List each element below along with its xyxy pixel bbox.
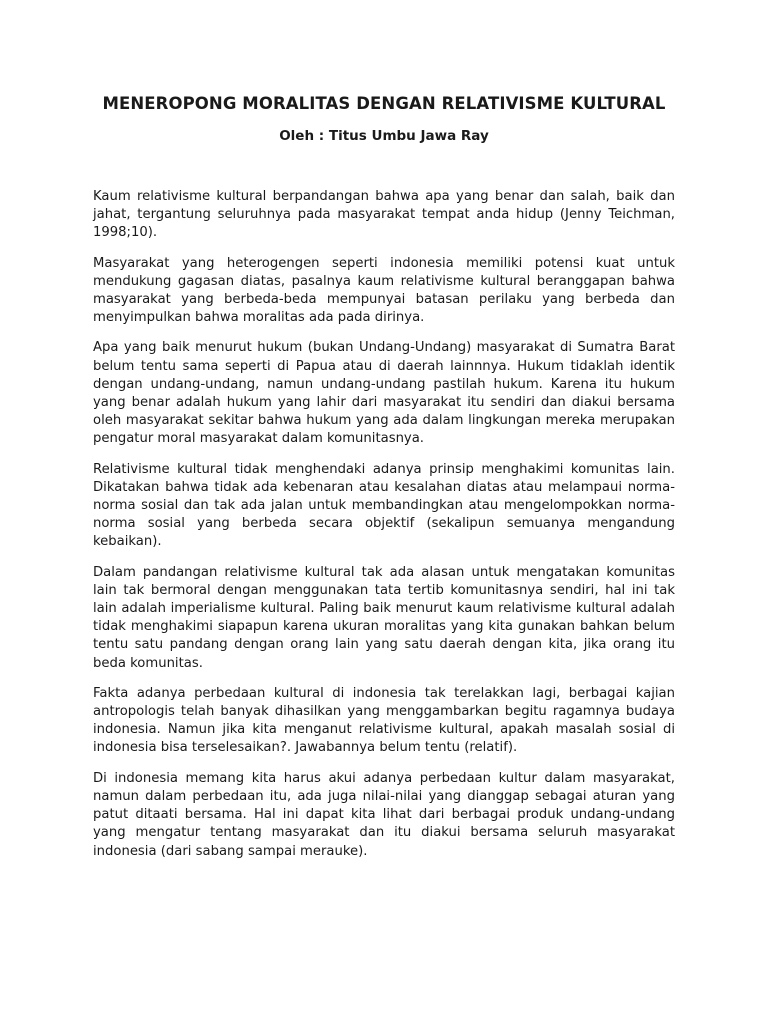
- paragraph-4: Relativisme kultural tidak menghendaki adanya prinsip menghakimi komunitas lain. Dikatakan bahwa tidak ada kebenaran atau kesalahan diatas atau melampaui norma-norma sosial dan tak ada jalan untuk membandingkan atau mengelompokkan norma-norma sosial yang berbeda secara objektif (sekalipun semuanya mengandung kebaikan).: [93, 461, 675, 550]
- document-title: MENEROPONG MORALITAS DENGAN RELATIVISME KULTURAL: [102, 94, 666, 113]
- paragraph-7: Di indonesia memang kita harus akui adanya perbedaan kultur dalam masyarakat, namun dalam perbedaan itu, ada juga nilai-nilai yang dianggap sebagai aturan yang patut ditaati bersama. Hal ini dapat kita lihat dari berbagai produk undang-undang yang mengatur tentang masyarakat dan itu diakui bersama seluruh masyarakat indonesia (dari sabang sampai merauke).: [93, 770, 675, 859]
- paragraph-6: Fakta adanya perbedaan kultural di indonesia tak terelakkan lagi, berbagai kajian antropologis telah banyak dihasilkan yang menggambarkan begitu ragamnya budaya indonesia. Namun jika kita menganut relativisme kultural, apakah masalah sosial di indonesia bisa terselesaikan?. Jawabannya belum tentu (relatif).: [93, 685, 675, 756]
- document-body: [93, 188, 675, 861]
- paragraph-1: Kaum relativisme kultural berpandangan bahwa apa yang benar dan salah, baik dan jahat, tergantung seluruhnya pada masyarakat tempat anda hidup (Jenny Teichman, 1998;10).: [93, 189, 675, 241]
- document-page: [93, 92, 675, 873]
- paragraph-2: Masyarakat yang heterogengen seperti indonesia memiliki potensi kuat untuk mendukung gagasan diatas, pasalnya kaum relativisme kultural beranggapan bahwa masyarakat yang berbeda-beda mempunyai batasan perilaku yang berbeda dan menyimpulkan bahwa moralitas ada pada dirinya.: [93, 255, 675, 326]
- paragraph-5: Dalam pandangan relativisme kultural tak ada alasan untuk mengatakan komunitas lain tak bermoral dengan menggunakan tata tertib komunitasnya sendiri, hal ini tak lain adalah imperialisme kultural. Paling baik menurut kaum relativisme kultural adalah tidak menghakimi siapapun karena ukuran moralitas yang kita gunakan bahkan belum tentu satu pandang dengan orang lain yang satu daerah dengan kita, jika orang itu beda komunitas.: [93, 564, 675, 671]
- document-author: Oleh : Titus Umbu Jawa Ray: [279, 128, 489, 144]
- paragraph-3: Apa yang baik menurut hukum (bukan Undang-Undang) masyarakat di Sumatra Barat belum tentu sama seperti di Papua atau di daerah lainnnya. Hukum tidaklah identik dengan undang-undang, namun undang-undang pastilah hukum. Karena itu hukum yang benar adalah hukum yang lahir dari masyarakat itu sendiri dan diakui bersama oleh masyarakat sekitar bahwa hukum yang ada dalam lingkungan mereka merupakan pengatur moral masyarakat dalam komunitasnya.: [93, 340, 675, 447]
